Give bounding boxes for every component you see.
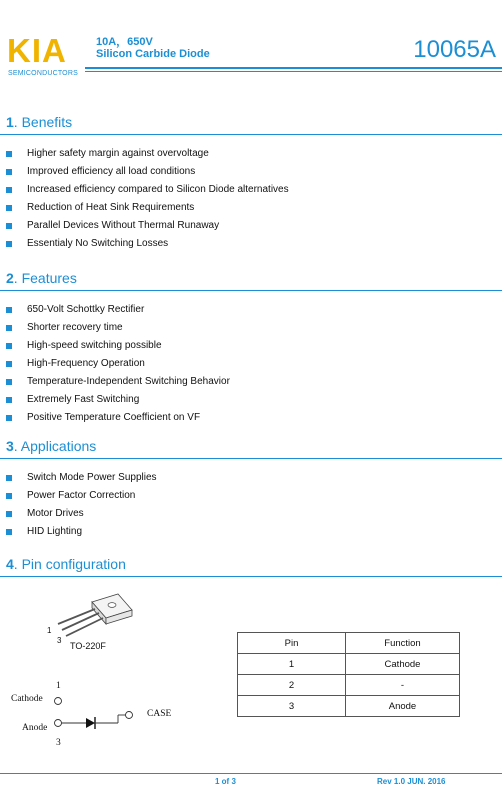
bullet-icon (6, 205, 12, 211)
header-rating: 10A，650V (96, 36, 153, 48)
page-number: 1 of 3 (215, 777, 236, 786)
benefits-section (6, 113, 502, 249)
bullet-icon (6, 169, 12, 175)
header-rule (85, 67, 502, 69)
list-item-text: Extremely Fast Switching (27, 394, 140, 405)
section-rule (0, 576, 502, 577)
list-item-text: Reduction of Heat Sink Requirements (27, 202, 195, 213)
bullet-icon (6, 397, 12, 403)
pin-config-section (6, 555, 502, 573)
package-pin1-label: 1 (47, 626, 52, 635)
list-item-text: Improved efficiency all load conditions (27, 166, 196, 177)
list-item-text: Power Factor Correction (27, 490, 136, 501)
list-item-text: Shorter recovery time (27, 322, 123, 333)
table-header-cell: Function (346, 633, 460, 654)
table-row (238, 654, 460, 675)
list-item (6, 235, 289, 253)
list-item (6, 523, 157, 541)
table-cell: Anode (346, 696, 460, 717)
section-number: 4 (6, 556, 14, 572)
list-item (6, 487, 157, 505)
table-cell: 2 (238, 675, 346, 696)
bullet-icon (6, 379, 12, 385)
table-header-cell: Pin (238, 633, 346, 654)
applications-section (6, 437, 502, 537)
bullet-icon (6, 415, 12, 421)
list-item (6, 163, 289, 181)
list-item-text: 650-Volt Schottky Rectifier (27, 304, 145, 315)
revision-label: Rev 1.0 JUN. 2016 (377, 777, 446, 786)
section-title: . Pin configuration (13, 556, 126, 572)
bullet-icon (6, 343, 12, 349)
schematic-pin3-label: 3 (56, 738, 61, 748)
schematic-case-label: CASE (147, 709, 172, 719)
list-item (6, 373, 230, 391)
section-number: 3 (6, 438, 14, 454)
schematic-pin1-label: 1 (56, 681, 61, 691)
section-heading (6, 113, 502, 131)
applications-list (6, 469, 157, 541)
section-rule (0, 290, 502, 291)
table-cell: Cathode (346, 654, 460, 675)
bullet-icon (6, 493, 12, 499)
features-list (6, 301, 230, 427)
list-item (6, 181, 289, 199)
list-item-text: Temperature-Independent Switching Behavior (27, 376, 230, 387)
package-pin3-label: 3 (57, 636, 62, 645)
section-number: 1 (6, 114, 14, 130)
section-heading (6, 437, 502, 455)
bullet-icon (6, 151, 12, 157)
list-item-text: Essentialy No Switching Losses (27, 238, 169, 249)
table-row (238, 675, 460, 696)
bullet-icon (6, 307, 12, 313)
list-item (6, 391, 230, 409)
table-cell: - (346, 675, 460, 696)
table-header-row (238, 633, 460, 654)
benefits-list (6, 145, 289, 253)
list-item (6, 409, 230, 427)
schematic-anode-label: Anode (22, 723, 48, 733)
section-number: 2 (6, 270, 14, 286)
company-logo: KIA (7, 32, 67, 69)
list-item (6, 319, 230, 337)
list-item (6, 469, 157, 487)
table-cell: 3 (238, 696, 346, 717)
section-rule (0, 134, 502, 135)
pin-function-table (237, 632, 460, 717)
table-row (238, 696, 460, 717)
features-section (6, 269, 502, 423)
section-title: . Features (13, 270, 77, 286)
list-item (6, 505, 157, 523)
list-item-text: Parallel Devices Without Thermal Runaway (27, 220, 220, 231)
section-heading (6, 269, 502, 287)
bullet-icon (6, 187, 12, 193)
list-item-text: High-speed switching possible (27, 340, 162, 351)
section-title: . Benefits (13, 114, 73, 130)
header-rule-thin (85, 71, 502, 72)
table-cell: 1 (238, 654, 346, 675)
bullet-icon (6, 241, 12, 247)
bullet-icon (6, 325, 12, 331)
list-item (6, 337, 230, 355)
list-item-text: Higher safety margin against overvoltage (27, 148, 209, 159)
bullet-icon (6, 361, 12, 367)
bullet-icon (6, 511, 12, 517)
list-item-text: Motor Drives (27, 508, 84, 519)
list-item-text: HID Lighting (27, 526, 83, 537)
section-title: . Applications (13, 438, 97, 454)
list-item-text: High-Frequency Operation (27, 358, 145, 369)
list-item (6, 145, 289, 163)
header-description: Silicon Carbide Diode (96, 48, 210, 60)
list-item (6, 355, 230, 373)
company-logo-subtitle: SEMICONDUCTORS (8, 70, 78, 77)
list-item (6, 199, 289, 217)
bullet-icon (6, 223, 12, 229)
list-item-text: Switch Mode Power Supplies (27, 472, 157, 483)
package-name: TO-220F (70, 641, 106, 651)
list-item (6, 301, 230, 319)
bullet-icon (6, 475, 12, 481)
list-item-text: Increased efficiency compared to Silicon Diode alternatives (27, 184, 289, 195)
schematic-cathode-label: Cathode (11, 694, 43, 704)
list-item (6, 217, 289, 235)
footer-rule (0, 773, 502, 774)
bullet-icon (6, 529, 12, 535)
list-item-text: Positive Temperature Coefficient on VF (27, 412, 201, 423)
part-number: 10065A (413, 36, 496, 63)
section-rule (0, 458, 502, 459)
section-heading (6, 555, 502, 573)
